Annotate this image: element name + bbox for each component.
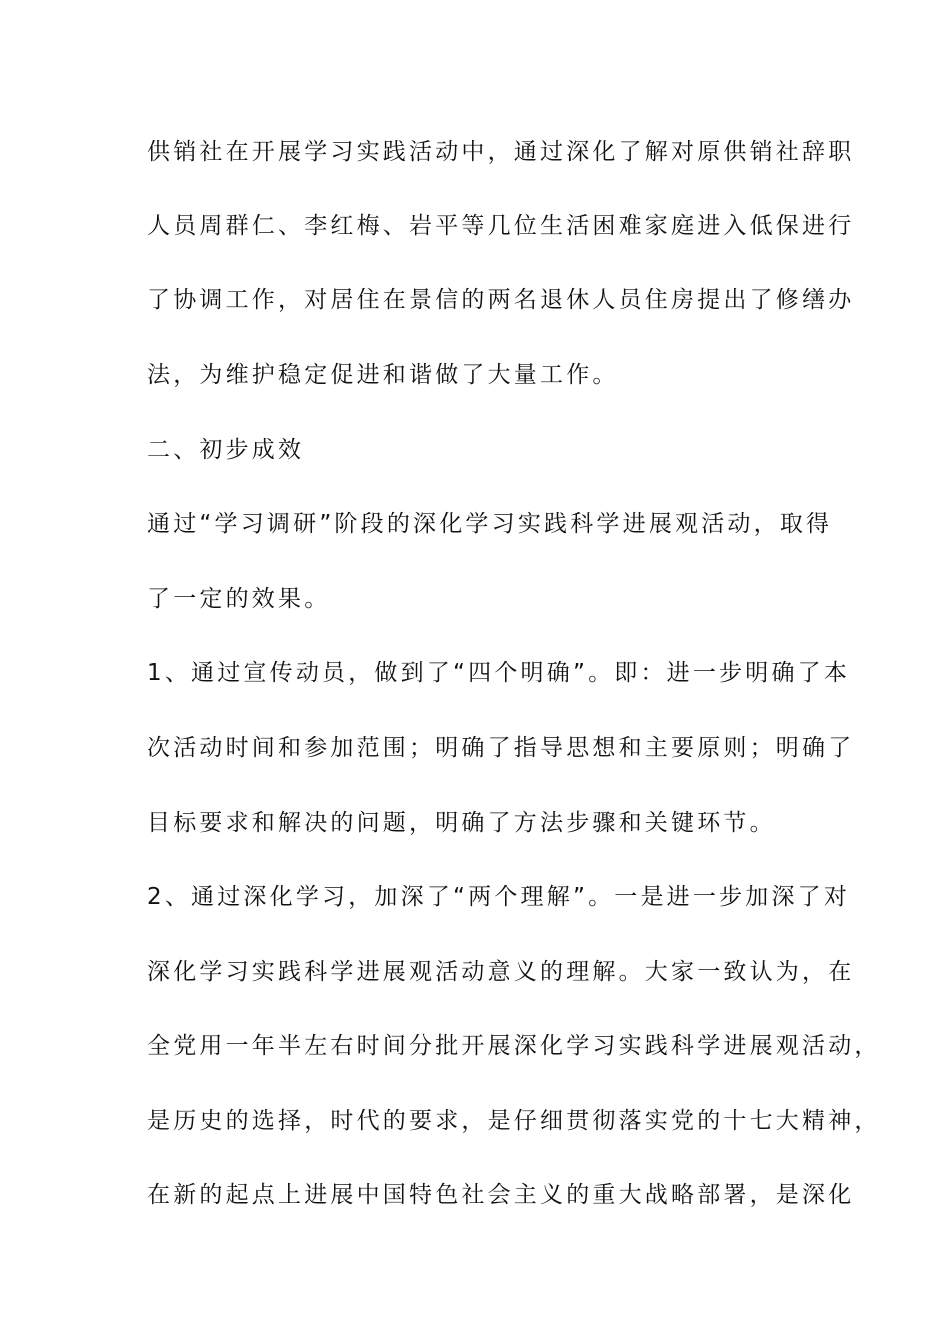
text-line: 深化学习实践科学进展观活动意义的理解。大家一致认为，在 — [147, 959, 855, 985]
text-line: 目标要求和解决的问题，明确了方法步骤和关键环节。 — [147, 810, 776, 836]
text-line: 是历史的选择，时代的要求，是仔细贯彻落实党的十七大精神， — [147, 1108, 881, 1134]
text-line: 法，为维护稳定促进和谐做了大量工作。 — [147, 362, 619, 388]
text-line: 了协调工作，对居住在景信的两名退休人员住房提出了修缮办 — [147, 287, 855, 313]
text-line: 在新的起点上进展中国特色社会主义的重大战略部署，是深化 — [147, 1182, 855, 1208]
text-line: 供销社在开展学习实践活动中，通过深化了解对原供销社辞职 — [147, 139, 855, 165]
text-line: 全党用一年半左右时间分批开展深化学习实践科学进展观活动， — [147, 1033, 881, 1059]
section-heading: 二、初步成效 — [147, 437, 305, 463]
text-line: 2、通过深化学习，加深了“两个理解”。一是进一步加深了对 — [147, 884, 851, 910]
text-line: 通过“学习调研”阶段的深化学习实践科学进展观活动，取得 — [147, 511, 833, 537]
text-line: 人员周群仁、李红梅、岩平等几位生活困难家庭进入低保进行 — [147, 213, 855, 239]
text-line: 次活动时间和参加范围；明确了指导思想和主要原则；明确了 — [147, 735, 855, 761]
text-line: 了一定的效果。 — [147, 586, 331, 612]
text-line: 1、通过宣传动员，做到了“四个明确”。即：进一步明确了本 — [147, 660, 851, 686]
